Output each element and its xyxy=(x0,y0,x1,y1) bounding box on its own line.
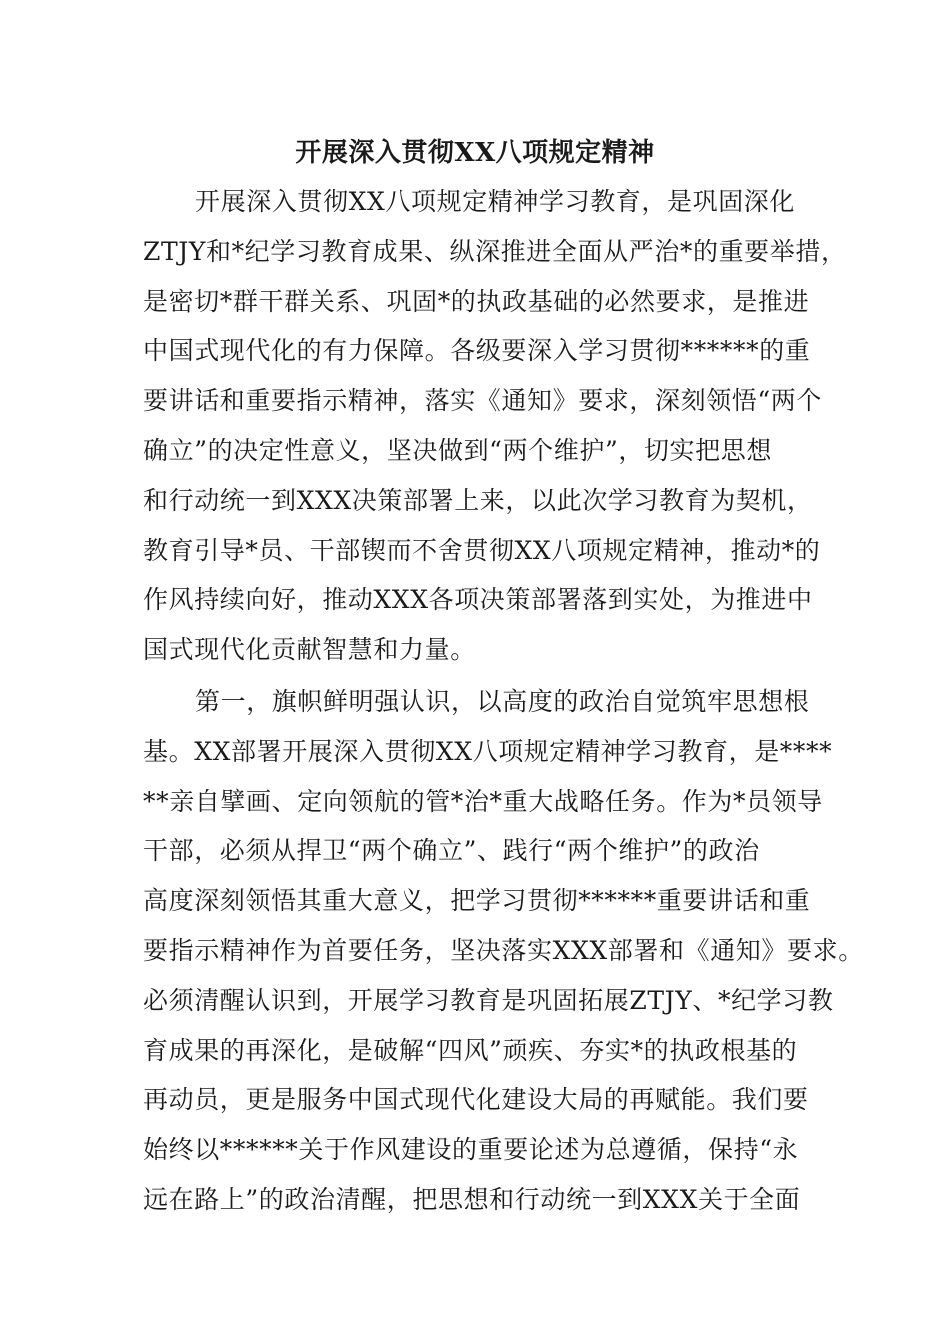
paragraph-line: 始终以******关于作风建设的重要论述为总遵循，保持“永 xyxy=(143,1135,799,1165)
paragraph-line: 基。XX部署开展深入贯彻XX八项规定精神学习教育，是**** xyxy=(143,736,833,766)
paragraph-line: 远在路上”的政治清醒，把思想和行动统一到XXX关于全面 xyxy=(143,1184,801,1214)
paragraph-line: 干部，必须从捍卫“两个确立”、践行“两个维护”的政治 xyxy=(143,836,760,866)
paragraph-line: 必须清醒认识到，开展学习教育是巩固拓展ZTJY、*纪学习教 xyxy=(143,985,834,1015)
paragraph-first-point xyxy=(143,677,864,1225)
paragraph-line: 国式现代化贡献智慧和力量。 xyxy=(143,635,476,665)
paragraph-line: 高度深刻领悟其重大意义，把学习贯彻******重要讲话和重 xyxy=(143,886,811,916)
paragraph-line: ZTJY和*纪学习教育成果、纵深推进全面从严治*的重要举措， xyxy=(143,236,847,266)
paragraph-line: 和行动统一到XXX决策部署上来，以此次学习教育为契机， xyxy=(143,485,813,515)
paragraph-intro xyxy=(143,177,847,675)
paragraph-line: 第一，旗帜鲜明强认识，以高度的政治自觉筑牢思想根 xyxy=(195,687,810,716)
paragraph-line: 育成果的再深化，是破解“四风”顽疾、夯实*的执政根基的 xyxy=(143,1035,798,1065)
paragraph-line: 要指示精神作为首要任务，坚决落实XXX部署和《通知》要求。 xyxy=(143,935,864,965)
paragraph-line: 教育引导*员、干部锲而不舍贯彻XX八项规定精神，推动*的 xyxy=(143,535,821,565)
paragraph-line: 开展深入贯彻XX八项规定精神学习教育，是巩固深化 xyxy=(195,187,795,216)
document-title: 开展深入贯彻XX八项规定精神 xyxy=(295,138,655,168)
paragraph-line: 作风持续向好，推动XXX各项决策部署落到实处，为推进中 xyxy=(143,585,813,615)
paragraph-line: **亲自擘画、定向领航的管*治*重大战略任务。作为*员领导 xyxy=(143,786,823,816)
paragraph-line: 中国式现代化的有力保障。各级要深入学习贯彻******的重 xyxy=(143,336,811,366)
paragraph-line: 要讲话和重要指示精神，落实《通知》要求，深刻领悟“两个 xyxy=(143,386,822,416)
paragraph-line: 是密切*群干群关系、巩固*的执政基础的必然要求，是推进 xyxy=(143,286,810,316)
paragraph-line: 确立”的决定性意义，坚决做到“两个维护”，切实把思想 xyxy=(143,435,772,465)
paragraph-line: 再动员，更是服务中国式现代化建设大局的再赋能。我们要 xyxy=(143,1085,809,1115)
